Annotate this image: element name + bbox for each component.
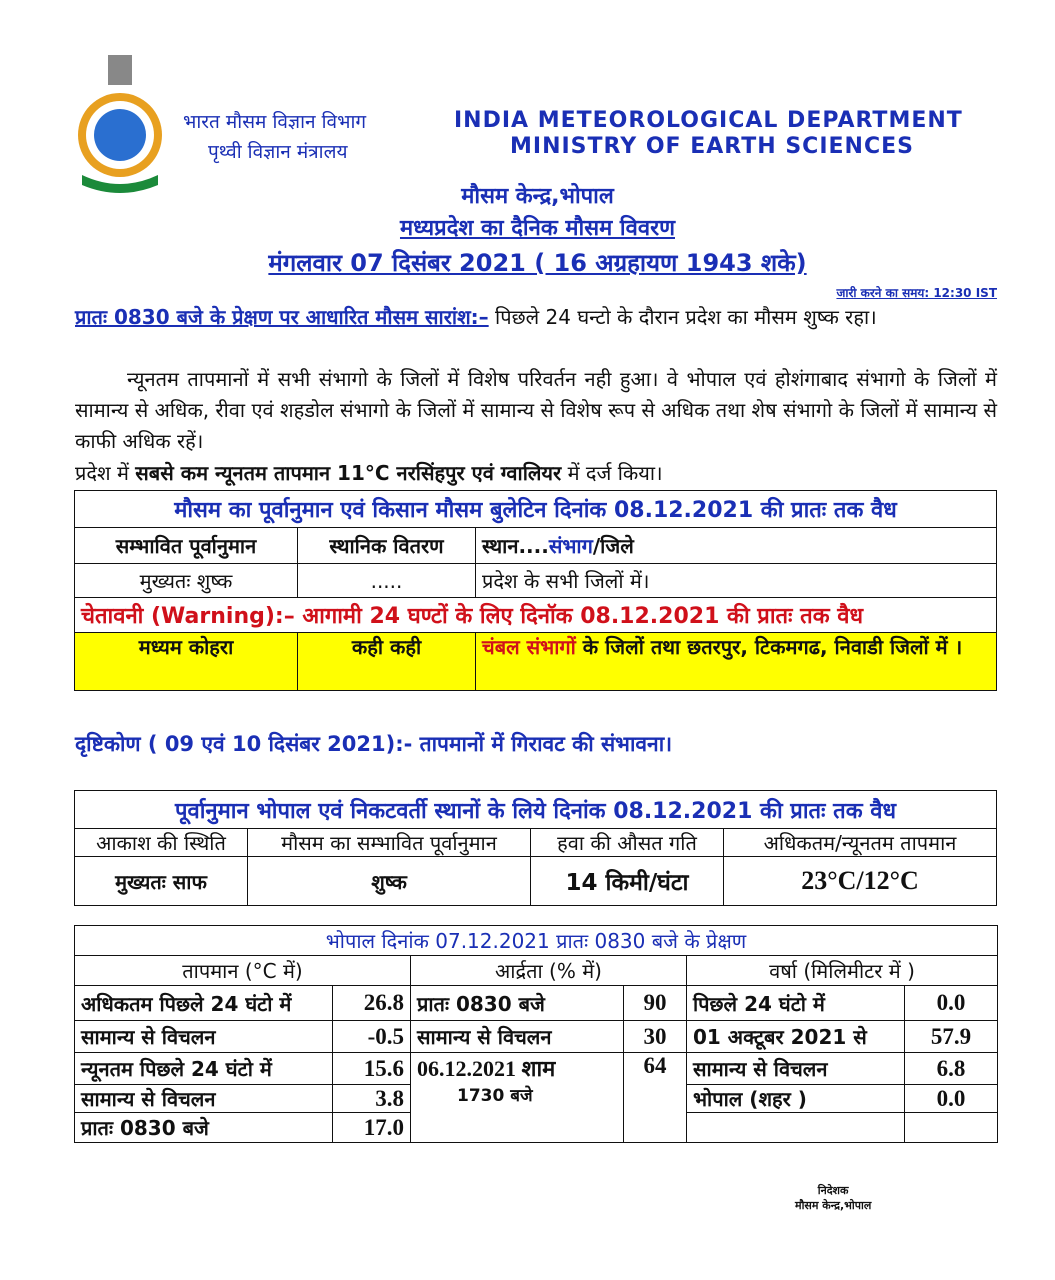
- humidity-evening-date: 06.12.2021 शाम: [417, 1056, 556, 1081]
- observation-cell: सामान्य से विचलन: [687, 1053, 905, 1085]
- observation-cell: 3.8: [333, 1085, 411, 1113]
- loc-label: स्थान....: [482, 534, 549, 558]
- bhopal-observation-table: [74, 925, 998, 1143]
- state-forecast-table: [74, 490, 997, 691]
- observation-cell: प्रातः 0830 बजे: [411, 986, 624, 1021]
- wind-value: 14 किमी/घंटा: [531, 857, 724, 906]
- observation-cell: 0.0: [905, 986, 998, 1021]
- division-label: संभाग: [548, 534, 593, 558]
- bhopal-forecast-title: पूर्वानुमान भोपाल एवं निकटवर्ती स्थानों के लिये दिनांक 08.12.2021 की प्रातः तक वैध: [75, 791, 997, 829]
- observation-cell: सामान्य से विचलन: [411, 1021, 624, 1053]
- warning-title: चेतावनी (Warning):– आगामी 24 घण्टों के लिए दिनॉक 08.12.2021 की प्रातः तक वैध: [75, 598, 997, 633]
- english-ministry-name: MINISTRY OF EARTH SCIENCES: [510, 134, 914, 159]
- observation-cell: 64: [624, 1053, 687, 1143]
- observation-row: [75, 1021, 998, 1053]
- summary-min-temp-paragraph: न्यूनतम तापमानों में सभी संभागो के जिलों में विशेष परिवर्तन नही हुआ। वे भोपाल एवं होशंगाबाद संभागो के जिलों में सामान्य से अधिक, रीवा एवं शहडोल संभागो के जिलों में सामान्य से विशेष रूप से अधिक तथा शेष संभागो के जिलों में सामान्य से काफी अधिक रहें।: [75, 367, 997, 453]
- signature-title: निदेशक: [817, 1184, 849, 1197]
- observation-cell: प्रातः 0830 बजे: [75, 1113, 333, 1143]
- sky-value: मुख्यतः साफ: [75, 857, 248, 906]
- warning-distribution: कही कही: [298, 633, 476, 691]
- weather-summary: [75, 302, 997, 333]
- lowest-bold: सबसे कम न्यूनतम तापमान 11°C नरसिंहपुर एवं ग्वालियर: [135, 461, 562, 485]
- observation-cell: -0.5: [333, 1021, 411, 1053]
- observation-cell: पिछले 24 घंटो में: [687, 986, 905, 1021]
- weather-value: शुष्क: [248, 857, 531, 906]
- observation-cell: सामान्य से विचलन: [75, 1085, 333, 1113]
- english-dept-name: INDIA METEOROLOGICAL DEPARTMENT: [454, 108, 963, 133]
- report-date: मंगलवार 07 दिसंबर 2021 ( 16 अग्रहायण 1943 शके): [268, 249, 807, 277]
- header-temperature: तापमान (°C में): [75, 956, 411, 986]
- observation-cell: 6.8: [905, 1053, 998, 1085]
- lowest-min-temp: [75, 458, 997, 489]
- observation-cell: [687, 1113, 905, 1143]
- header-forecast: सम्भावित पूर्वानुमान: [75, 528, 298, 564]
- header-wind: हवा की औसत गति: [531, 829, 724, 857]
- observation-row: [75, 1053, 998, 1085]
- header-sky: आकाश की स्थिति: [75, 829, 248, 857]
- hindi-dept-name: भारत मौसम विज्ञान विभाग: [183, 111, 367, 133]
- header-weather: मौसम का सम्भावित पूर्वानुमान: [248, 829, 531, 857]
- warning-division: चंबल संभागों: [482, 635, 576, 659]
- observation-cell: 26.8: [333, 986, 411, 1021]
- warning-districts: के जिलों तथा छतरपुर, टिकमगढ, निवाडी जिलों में ।: [575, 635, 963, 659]
- summary-heading: प्रातः 0830 बजे के प्रेक्षण पर आधारित मौसम सारांश:–: [75, 305, 489, 329]
- location-value: प्रदेश के सभी जिलों में।: [476, 564, 997, 598]
- observation-cell: 17.0: [333, 1113, 411, 1143]
- observation-cell: अधिकतम पिछले 24 घंटो में: [75, 986, 333, 1021]
- observation-cell: भोपाल (शहर ): [687, 1085, 905, 1113]
- imd-emblem-logo: [72, 55, 168, 193]
- temp-value: 23°C/12°C: [724, 857, 997, 906]
- summary-text: पिछले 24 घन्टो के दौरान प्रदेश का मौसम शुष्क रहा।: [488, 305, 877, 329]
- header-rainfall: वर्षा (मिलिमीटर में ): [687, 956, 998, 986]
- distribution-value: .....: [298, 564, 476, 598]
- forecast-value: मुख्यतः शुष्क: [75, 564, 298, 598]
- observation-cell: 01 अक्टूबर 2021 से: [687, 1021, 905, 1053]
- outlook: दृष्टिकोण ( 09 एवं 10 दिसंबर 2021):- तापमानों में गिरावट की संभावना।: [75, 732, 673, 756]
- centre-name: मौसम केन्द्र,भोपाल: [461, 184, 614, 209]
- header-location: [476, 528, 997, 564]
- warning-phenomenon: मध्यम कोहरा: [75, 633, 298, 691]
- header-temp: अधिकतम/न्यूनतम तापमान: [724, 829, 997, 857]
- observation-cell: [411, 1053, 624, 1143]
- warning-row: [75, 633, 997, 691]
- humidity-evening-time: 1730 बजे: [457, 1086, 533, 1106]
- lowest-pre: प्रदेश में: [75, 461, 136, 485]
- observation-cell: 30: [624, 1021, 687, 1053]
- report-title: मध्यप्रदेश का दैनिक मौसम विवरण: [399, 216, 675, 241]
- signature-block: [795, 1183, 871, 1213]
- header-humidity: आर्द्रता (% में): [411, 956, 687, 986]
- header-distribution: स्थानिक वितरण: [298, 528, 476, 564]
- observation-cell: 15.6: [333, 1053, 411, 1085]
- forecast-title: मौसम का पूर्वानुमान एवं किसान मौसम बुलेटिन दिनांक 08.12.2021 की प्रातः तक वैध: [75, 491, 997, 528]
- bhopal-forecast-table: [74, 790, 997, 906]
- observation-cell: 0.0: [905, 1085, 998, 1113]
- lowest-post: में दर्ज किया।: [561, 461, 663, 485]
- observation-cell: सामान्य से विचलन: [75, 1021, 333, 1053]
- observation-row: [75, 986, 998, 1021]
- issue-time: जारी करने का समय: 12:30 IST: [836, 286, 997, 300]
- observation-title: भोपाल दिनांक 07.12.2021 प्रातः 0830 बजे के प्रेक्षण: [75, 926, 998, 956]
- observation-cell: 57.9: [905, 1021, 998, 1053]
- observation-cell: न्यूनतम पिछले 24 घंटो में: [75, 1053, 333, 1085]
- warning-location: [476, 633, 997, 691]
- observation-cell: 90: [624, 986, 687, 1021]
- hindi-ministry-name: पृथ्वी विज्ञान मंत्रालय: [208, 141, 348, 163]
- observation-cell: [905, 1113, 998, 1143]
- district-label: /जिले: [592, 534, 634, 558]
- signature-office: मौसम केन्द्र,भोपाल: [795, 1199, 872, 1212]
